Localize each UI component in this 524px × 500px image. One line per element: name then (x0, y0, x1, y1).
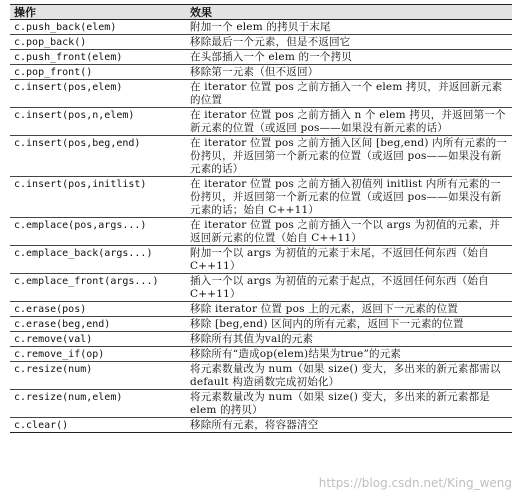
table-row (10, 136, 512, 177)
effect-cell: 在 iterator 位置 pos 之前方插入 n 个 elem 拷贝，并返回第一个新元素的位置（或返回 pos——如果没有新元素的话） (186, 108, 512, 136)
operation-cell: c.emplace_front(args...) (10, 274, 186, 302)
table-row (10, 65, 512, 80)
effect-cell: 将元素数量改为 num（如果 size() 变大，多出来的新元素都是 elem 的拷贝） (186, 390, 512, 418)
effect-cell: 移除第一元素（但不返回） (186, 65, 512, 80)
operation-cell: c.remove_if(op) (10, 347, 186, 362)
operation-cell: c.insert(pos,beg,end) (10, 136, 186, 177)
operation-cell: c.resize(num,elem) (10, 390, 186, 418)
table-row (10, 177, 512, 218)
effect-cell: 在 iterator 位置 pos 之前方插入一个以 args 为初值的元素，并返回新元素的位置（始自 C++11） (186, 218, 512, 246)
table-row (10, 302, 512, 317)
operation-cell: c.erase(pos) (10, 302, 186, 317)
effect-cell: 移除所有元素，将容器清空 (186, 418, 512, 433)
operation-cell: c.clear() (10, 418, 186, 433)
operation-cell: c.resize(num) (10, 362, 186, 390)
operation-cell: c.erase(beg,end) (10, 317, 186, 332)
watermark-text: https://blog.csdn.net/King_weng (318, 476, 512, 490)
operation-cell: c.emplace(pos,args...) (10, 218, 186, 246)
table-row (10, 80, 512, 108)
table-row (10, 35, 512, 50)
effect-cell: 附加一个以 args 为初值的元素于末尾，不返回任何东西（始自 C++11） (186, 246, 512, 274)
table-header-row (10, 5, 512, 20)
operation-cell: c.emplace_back(args...) (10, 246, 186, 274)
operation-cell: c.insert(pos,elem) (10, 80, 186, 108)
effect-cell: 移除最后一个元素，但是不返回它 (186, 35, 512, 50)
table-row (10, 317, 512, 332)
operation-cell: c.insert(pos,initlist) (10, 177, 186, 218)
effect-cell: 将元素数量改为 num（如果 size() 变大，多出来的新元素都需以 default 构造函数完成初始化） (186, 362, 512, 390)
operation-cell: c.push_front(elem) (10, 50, 186, 65)
table-row (10, 274, 512, 302)
effect-cell: 移除 iterator 位置 pos 上的元素，返回下一元素的位置 (186, 302, 512, 317)
effect-cell: 在 iterator 位置 pos 之前方插入初值列 initlist 内所有元素的一份拷贝，并返回第一个新元素的位置（或返回 pos——如果没有新元素的话；始自 C++11） (186, 177, 512, 218)
table-row (10, 246, 512, 274)
operation-cell: c.push_back(elem) (10, 20, 186, 35)
effect-cell: 在 iterator 位置 pos 之前方插入一个 elem 拷贝，并返回新元素的位置 (186, 80, 512, 108)
table-row (10, 108, 512, 136)
table-row (10, 362, 512, 390)
table-row (10, 332, 512, 347)
operation-cell: c.insert(pos,n,elem) (10, 108, 186, 136)
effect-cell: 移除所有“造成op(elem)结果为true”的元素 (186, 347, 512, 362)
operation-cell: c.pop_back() (10, 35, 186, 50)
header-effect: 效果 (186, 5, 512, 20)
effect-cell: 插入一个以 args 为初值的元素于起点，不返回任何东西（始自 C++11） (186, 274, 512, 302)
effect-cell: 移除 [beg,end) 区间内的所有元素，返回下一元素的位置 (186, 317, 512, 332)
effect-cell: 移除所有其值为val的元素 (186, 332, 512, 347)
table-row (10, 390, 512, 418)
operation-cell: c.remove(val) (10, 332, 186, 347)
operations-table-container (10, 4, 512, 433)
table-row (10, 418, 512, 433)
effect-cell: 在 iterator 位置 pos 之前方插入区间 [beg,end) 内所有元素的一份拷贝，并返回第一个新元素的位置（或返回 pos——如果没有新元素的话） (186, 136, 512, 177)
header-operation: 操作 (10, 5, 186, 20)
operation-cell: c.pop_front() (10, 65, 186, 80)
table-row (10, 50, 512, 65)
effect-cell: 在头部插入一个 elem 的一个拷贝 (186, 50, 512, 65)
table-row (10, 218, 512, 246)
table-row (10, 20, 512, 35)
effect-cell: 附加一个 elem 的拷贝于末尾 (186, 20, 512, 35)
list-operations-table (10, 4, 512, 433)
table-row (10, 347, 512, 362)
